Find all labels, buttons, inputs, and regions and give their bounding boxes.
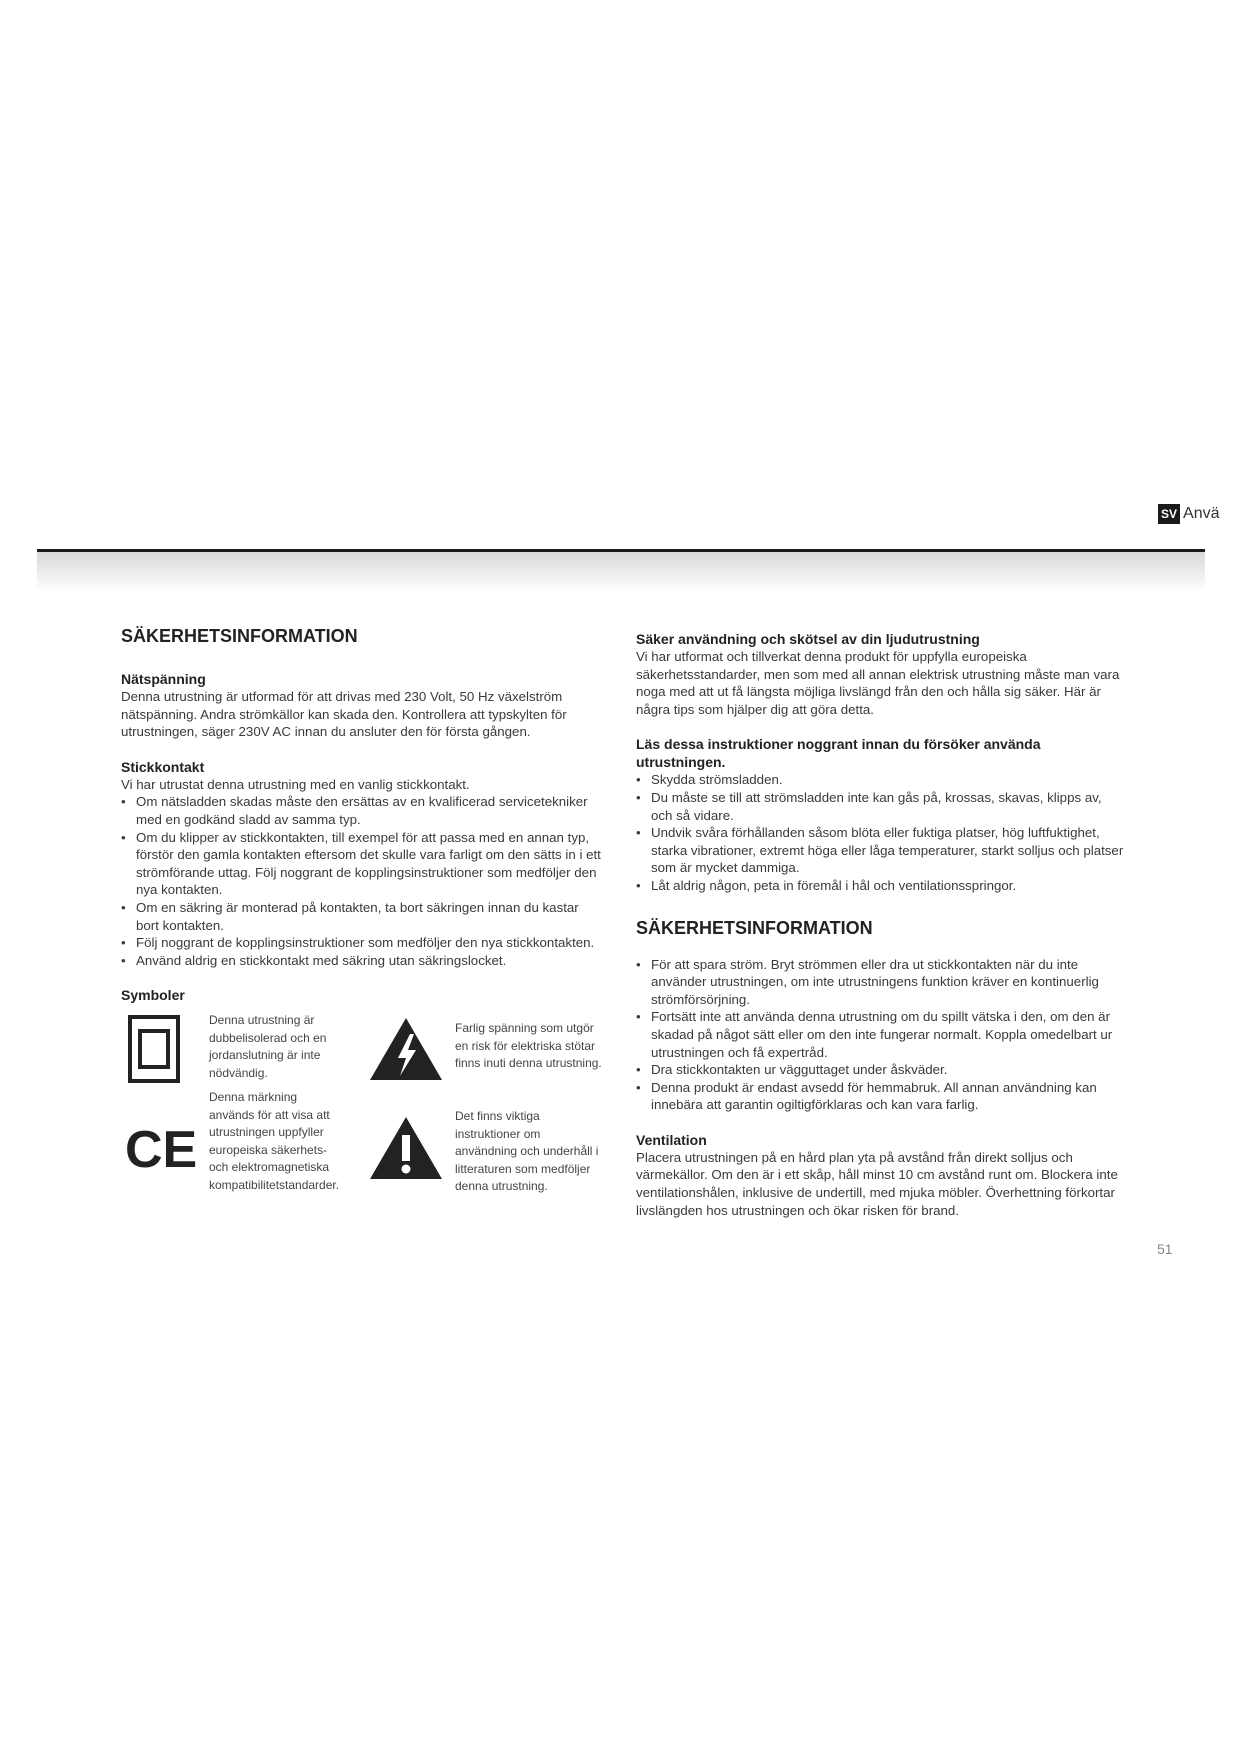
list-stickkontakt — [121, 793, 603, 969]
text-safe-use: Vi har utformat och tillverkat denna produkt för uppfylla europeiska säkerhetsstandarder, men som med all annan elektrisk utrustning måste man vara noga med att ut få längsta möjliga livslängd från den och hålla sig säker. Här är några tips som hjälper dig att göra detta. — [636, 649, 1120, 717]
page-title: SÄKERHETSINFORMATION — [121, 626, 358, 646]
section-read-instructions — [636, 735, 1126, 894]
list-item: • Använd aldrig en stickkontakt med säkring utan säkringslocket. — [121, 952, 603, 970]
ce-mark-icon — [125, 1121, 198, 1180]
list-read-instructions — [636, 771, 1126, 894]
text-natspanning: Denna utrustning är utformad för att drivas med 230 Volt, 50 Hz växelström nätspänning. Andra strömkällor kan skada den. Kontrollera att typskylten för utrustningen, säger 230V AC innan du ansluter den för första gången. — [121, 689, 567, 740]
language-badge: SV — [1158, 504, 1180, 524]
symbols-block — [121, 1012, 603, 1222]
list-item: • Dra stickkontakten ur vägguttaget under åskväder. — [636, 1061, 1126, 1079]
list-item: • Fortsätt inte att använda denna utrustning om du spillt vätska i den, om den är skadad på något sätt eller om den inte fungerar normalt. Koppla omedelbart ur utrustningen och få expertråd. — [636, 1008, 1126, 1061]
heading-read-instructions: Läs dessa instruktioner noggrant innan du försöker använda utrustningen. — [636, 736, 1041, 771]
section-stickkontakt — [121, 758, 603, 970]
section-title: SÄKERHETSINFORMATION — [636, 917, 873, 938]
exclamation-warning-icon — [368, 1115, 444, 1181]
double-insulation-icon — [128, 1015, 180, 1083]
heading-safe-use: Säker användning och skötsel av din ljudutrustning — [636, 631, 980, 647]
list-item: • Undvik svåra förhållanden såsom blöta eller fuktiga platser, hög luftfuktighet, starka vibrationer, extremt höga eller låga temperaturer, starkt solljus och platser som är mycket dammiga. — [636, 824, 1126, 877]
double-insulation-text: Denna utrustning är dubbelisolerad och en jordanslutning är inte nödvändig. — [209, 1013, 327, 1080]
list-item: • Skydda strömsladden. — [636, 771, 1126, 789]
list-item: • Låt aldrig någon, peta in föremål i hål och ventilationsspringor. — [636, 877, 1126, 895]
list-item: • Du måste se till att strömsladden inte kan gås på, krossas, skavas, klipps av, och så vidare. — [636, 789, 1126, 824]
text-ventilation: Placera utrustningen på en hård plan yta på avstånd från direkt solljus och värmekällor. Om den är i ett skåp, håll minst 10 cm avstånd runt om. Blockera inte ventilationshålen, inklusive de undertill, med mjuka möbler. Överhettning förkortar livslängden hos utrustningen och ökar risken för brand. — [636, 1149, 1118, 1218]
heading-stickkontakt: Stickkontakt — [121, 758, 205, 775]
electric-shock-text: Farlig spänning som utgör en risk för elektriska stötar finns inuti denna utrustning. — [455, 1021, 602, 1071]
header-text: Anvä — [1183, 505, 1220, 522]
electric-shock-warning-icon — [368, 1016, 444, 1082]
section-ventilation — [636, 1131, 1126, 1219]
header-shade — [37, 552, 1205, 592]
list-safety — [636, 956, 1126, 1114]
ce-mark-text: Denna märkning används för att visa att utrustningen uppfyller europeiska säkerhets- och elektromagnetiska kompatibilitetstandarder. — [209, 1090, 340, 1192]
left-column — [121, 624, 603, 1222]
section-safe-use — [636, 630, 1126, 718]
list-item: • Följ noggrant de kopplingsinstruktioner som medföljer den nya stickkontakten. — [121, 934, 603, 952]
list-item: • Om en säkring är monterad på kontakten, ta bort säkringen innan du kastar bort kontakten. — [121, 899, 603, 934]
list-item: • För att spara ström. Bryt strömmen eller dra ut stickkontakten när du inte använder utrustningen, om inte utrustningens funktion kräver en kontinuerlig strömförsörjning. — [636, 956, 1126, 1009]
list-item: • Om du klipper av stickkontakten, till exempel för att passa med en annan typ, förstör den gamla kontakten eftersom det skulle vara farligt om den sätts in i ett strömförande uttag. Följ noggrant de kopplingsinstruktioner som medföljer den nya kontakten. — [121, 829, 603, 899]
ce-mark-letters: CE — [125, 1121, 198, 1180]
list-item: • Denna produkt är endast avsedd för hemmabruk. All annan användning kan innebära att garantin ogiltigförklaras och kan vara farlig. — [636, 1079, 1126, 1114]
page-number: 51 — [1157, 1241, 1173, 1257]
right-column — [636, 630, 1126, 1219]
section-natspanning — [121, 670, 603, 741]
heading-ventilation: Ventilation — [636, 1131, 707, 1148]
heading-natspanning: Nätspänning — [121, 671, 206, 687]
important-instructions-text: Det finns viktiga instruktioner om användning och underhåll i litteraturen som medföljer denna utrustning. — [455, 1109, 599, 1194]
header-tag — [1158, 504, 1241, 530]
heading-symboler: Symboler — [121, 987, 185, 1004]
list-item: • Om nätsladden skadas måste den ersättas av en kvalificerad servicetekniker med en godkänd sladd av samma typ. — [121, 793, 603, 828]
text-stickkontakt-intro: Vi har utrustat denna utrustning med en vanlig stickkontakt. — [121, 776, 470, 792]
